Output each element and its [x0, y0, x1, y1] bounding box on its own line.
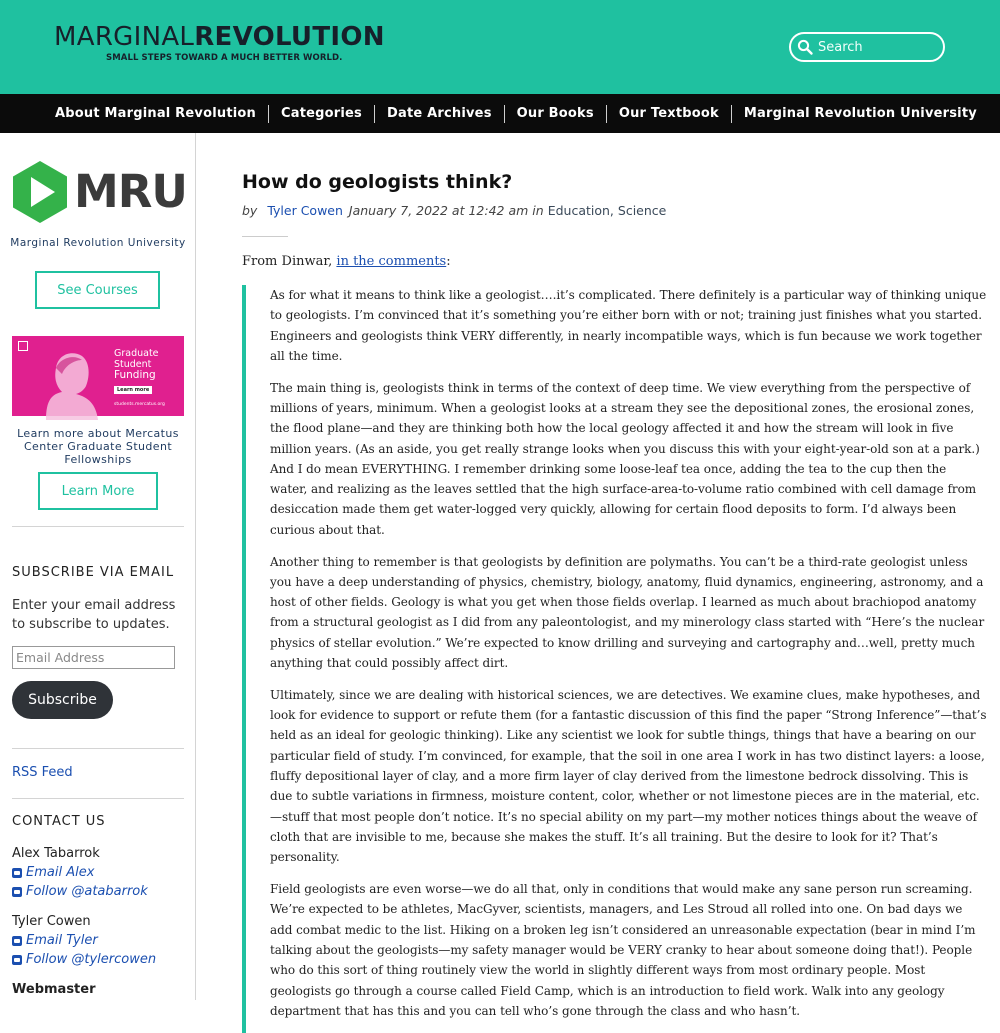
title-divider — [242, 236, 288, 237]
logo-thin: MARGINAL — [54, 22, 195, 52]
email-alex-label: Email Alex — [26, 865, 95, 880]
rss-feed-link[interactable]: RSS Feed — [12, 765, 73, 780]
contact-name-tyler: Tyler Cowen — [12, 914, 91, 929]
mercatus-promo-banner[interactable] — [12, 336, 184, 416]
follow-alex-link[interactable] — [12, 884, 148, 899]
search-input[interactable] — [818, 40, 938, 55]
promo-badge-icon — [18, 341, 28, 351]
nav-divider — [374, 105, 375, 123]
nav-date-archives[interactable]: Date Archives — [387, 106, 492, 121]
quote-paragraph: As for what it means to think like a geologist….it’s complicated. There definitely is a particular way of thinking unique to geologists. I’m convinced that it’s something you’re either born with or not; training just finishes what you started. Engineers and geologists think VERY differently, in nearly incompatible ways, which is fun because we work together all the time. — [270, 288, 987, 363]
email-alex-link[interactable] — [12, 865, 94, 880]
promo-text — [114, 348, 159, 381]
promo-line: Student — [114, 359, 152, 370]
quote-paragraph: The main thing is, geologists think in terms of the context of deep time. We view everything from the perspective of millions of years, minimum. When a geologist looks at a stream they see the depositional zones, the erosional zones, the flood plane—and they are thinking both how the local geology affected it and how the stream will look in five million years. (As an aside, you get really strange looks when you discuss this with your eight-year-old son at a park.) And I do mean EVERYTHING. I remember drinking some loose-leaf tea once, adding the tea to the cup then the water, and realizing as the leaves settled that the high surface-area-to-volume ratio combined with cell damage from desiccation made them get water-logged very quickly, allowing for certain flood deposits to form. I’d always been curious about that. — [270, 380, 980, 537]
post-date: January 7, 2022 at 12:42 am — [348, 203, 529, 218]
follow-alex-label: Follow @atabarrok — [26, 884, 148, 899]
follow-tyler-link[interactable] — [12, 952, 156, 967]
nav-about[interactable]: About Marginal Revolution — [55, 106, 256, 121]
nav-mru[interactable]: Marginal Revolution University — [743, 106, 977, 121]
nav-divider — [504, 105, 505, 123]
logo-bold: REVOLUTION — [194, 22, 385, 52]
logo-wordmark — [54, 22, 385, 52]
webmaster-label: Webmaster — [12, 982, 96, 997]
email-address-input[interactable] — [12, 646, 175, 669]
nav-divider — [731, 105, 732, 123]
contact-name-alex: Alex Tabarrok — [12, 846, 100, 861]
author-link[interactable]: Tyler Cowen — [267, 203, 343, 218]
mru-play-hexagon-icon — [12, 160, 68, 224]
post-byline — [242, 203, 666, 218]
contact-heading: CONTACT US — [12, 814, 106, 829]
byline-in: in — [532, 203, 544, 218]
email-tyler-label: Email Tyler — [26, 933, 98, 948]
promo-line: Graduate — [114, 348, 159, 359]
site-logo[interactable] — [54, 22, 385, 63]
promo-learn-more-button[interactable]: Learn more — [114, 386, 152, 394]
intro-prefix: From Dinwar, — [242, 254, 333, 269]
learn-more-button[interactable]: Learn More — [38, 472, 158, 510]
email-icon — [12, 936, 22, 946]
post-content — [197, 133, 1000, 1018]
subscribe-button[interactable]: Subscribe — [12, 681, 113, 719]
promo-url: students.mercatus.org — [114, 402, 165, 407]
site-header — [0, 0, 1000, 94]
nav-our-books[interactable]: Our Books — [516, 106, 594, 121]
comments-link[interactable]: in the comments — [336, 254, 447, 269]
see-courses-button[interactable]: See Courses — [35, 271, 160, 309]
nav-divider — [268, 105, 269, 123]
promo-caption[interactable]: Learn more about Mercatus Center Graduate Student Fellowships — [17, 427, 179, 466]
quote-paragraph: Field geologists are even worse—we do all that, only in conditions that would make any sane person run screaming. We’re expected to be athletes, MacGyver, scientists, managers, and Les Stroud all rolled into one. On bad days we add combat medic to the list. Hiking on a broken leg isn’t considered an unreasonable expectation (bear in mind I’m talking about the geologists—my safety manager would be VERY cranky to hear about someone doing that!). People who do this sort of thing routinely view the world in slightly different ways from most ordinary people. Most geologists go through a course called Field Camp, which is an introduction to field work. Walk into any geology department that has this and you can tell who’s gone through the class and who hasn’t. — [270, 882, 976, 1018]
search-icon — [797, 39, 813, 55]
subscribe-heading: SUBSCRIBE VIA EMAIL — [12, 565, 175, 580]
post-title[interactable]: How do geologists think? — [242, 171, 513, 193]
sidebar-divider — [12, 798, 184, 799]
mru-logo-text: MRU — [74, 165, 187, 218]
promo-line: Funding — [114, 369, 156, 381]
follow-tyler-label: Follow @tylercowen — [26, 952, 157, 967]
portrait-image — [32, 340, 102, 420]
sidebar — [0, 133, 196, 1000]
twitter-icon — [12, 955, 22, 965]
subscribe-text: Enter your email address to subscribe to updates. — [12, 598, 176, 632]
intro-suffix: : — [446, 254, 451, 269]
mru-caption: Marginal Revolution University — [10, 237, 186, 249]
sidebar-divider — [12, 748, 184, 749]
mru-logo[interactable] — [12, 160, 187, 224]
email-tyler-link[interactable] — [12, 933, 98, 948]
search-box[interactable] — [789, 32, 945, 62]
post-blockquote — [242, 285, 987, 1033]
post-intro — [242, 254, 451, 269]
quote-paragraph: Ultimately, since we are dealing with historical sciences, we are detectives. We examine clues, make hypotheses, and look for evidence to support or refute them (for a fantastic discussion of this find the paper “Strong Inference”—that’s held as an ideal for geologic thinking). Like any scientist we look for subtle things, things that have a bearing on our particular field of study. I’m convinced, for example, that the soil in one area I work in has two distinct layers: a loose, fluffy depositional layer of clay, and a more firm layer of clay derived from the limestone bedrock dissolving. This is due to subtle variations in firmness, moisture content, color, whether or not limestone pieces are in the material, etc.—stuff that most people don’t notice. It’s no special ability on my part—my mother notices things about the weave of cloth that are invisible to me, because she makes the stuff. It’s all training. But the desire to look for it? That’s personality. — [270, 687, 987, 865]
nav-our-textbook[interactable]: Our Textbook — [618, 106, 719, 121]
twitter-icon — [12, 887, 22, 897]
category-education-link[interactable]: Education — [547, 203, 610, 218]
category-separator: , — [609, 203, 614, 218]
byline-by: by — [242, 203, 258, 218]
main-nav — [0, 94, 1000, 133]
nav-categories[interactable]: Categories — [280, 106, 362, 121]
category-science-link[interactable]: Science — [617, 203, 667, 218]
sidebar-divider — [12, 526, 184, 527]
nav-divider — [606, 105, 607, 123]
site-tagline: SMALL STEPS TOWARD A MUCH BETTER WORLD. — [106, 53, 343, 63]
email-icon — [12, 868, 22, 878]
quote-paragraph: Another thing to remember is that geologists by definition are polymaths. You can’t be a third-rate geologist unless you have a deep understanding of physics, chemistry, biology, anatomy, fluid dynamics, engineering, astronomy, and a host of other fields. Geology is what you get when those fields overlap. I learned as much about brachiopod anatomy from a structural geologist as I did from any paleontologist, and my minerology class started with “Here’s the nuclear physics of stellar evolution.” We’re expected to know drilling and surveying and cartography and…well, pretty much anything that could possibly affect dirt. — [270, 554, 985, 671]
